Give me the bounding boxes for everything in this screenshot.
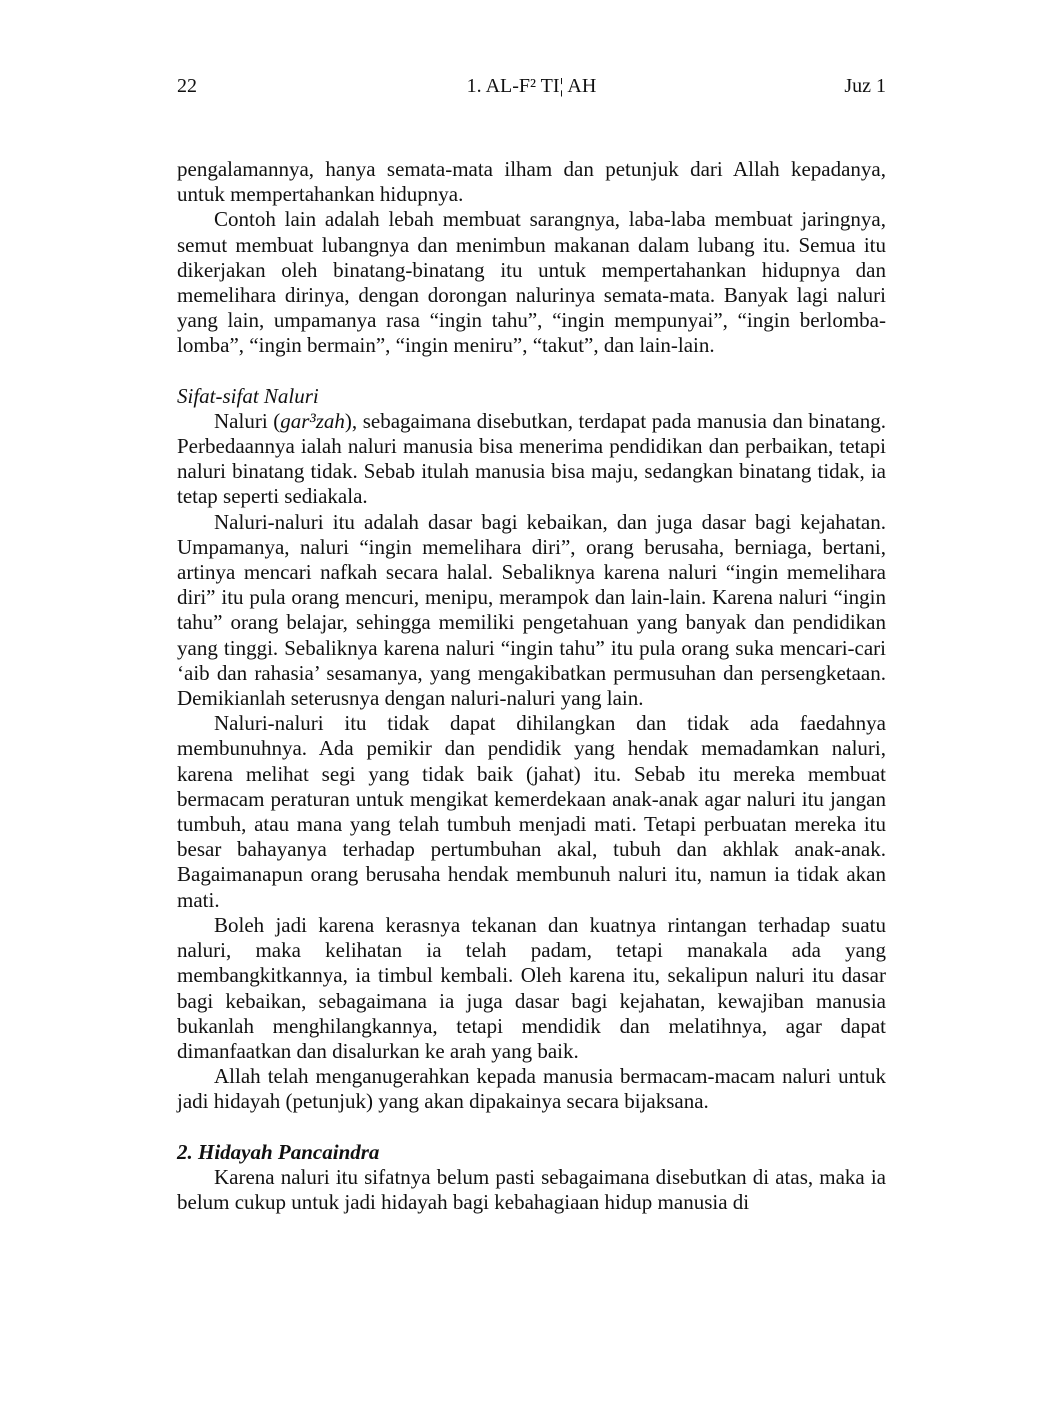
paragraph-3 (177, 409, 886, 510)
paragraph-3-rest: ), sebagaimana disebutkan, terdapat pada manusia dan binatang. Perbedaannya ialah naluri manusia bisa menerima pendidikan dan perbaikan, tetapi naluri binatang tidak. Sebab itulah manusia bisa maju, sedangkan binatang tidak, ia tetap seperti sediakala. (177, 408, 886, 509)
term-garizah: gar³zah (280, 408, 345, 433)
juz-label: Juz 1 (844, 75, 886, 97)
paragraph-1: pengalamannya, hanya semata-mata ilham dan petunjuk dari Allah kepadanya, untuk mempertahankan hidupnya. (177, 157, 886, 207)
paragraph-4: Naluri-naluri itu adalah dasar bagi kebaikan, dan juga dasar bagi kejahatan. Umpamanya, naluri “ingin memelihara diri”, orang berusaha, berniaga, bertani, artinya mencari nafkah secara halal. Sebaliknya karena naluri “ingin memelihara diri” itu pula orang mencuri, menipu, merampok dan lain-lain. Karena naluri “ingin tahu” orang belajar, sehingga memiliki pengetahuan yang banyak dan pendidikan yang tinggi. Sebaliknya karena naluri “ingin tahu” itu pula orang suka mencari-cari ‘aib dan rahasia’ sesamanya, yang mengakibatkan permusuhan dan persengketaan. Demikianlah seterusnya dengan naluri-naluri yang lain. (177, 509, 886, 711)
page-number: 22 (177, 75, 197, 97)
section-heading-sifat-sifat-naluri: Sifat-sifat Naluri (177, 383, 319, 408)
page-header (177, 72, 886, 100)
paragraph-2: Contoh lain adalah lebah membuat sarangnya, laba-laba membuat jaringnya, semut membuat lubangnya dan menimbun makanan dalam lubang itu. Semua itu dikerjakan oleh binatang-binatang itu untuk mempertahankan hidupnya dan memelihara dirinya, dengan dorongan nalurinya semata-mata. Banyak lagi naluri yang lain, umpamanya rasa “ingin tahu”, “ingin mempunyai”, “ingin berlomba-lomba”, “ingin bermain”, “ingin meniru”, “takut”, dan lain-lain. (177, 207, 886, 358)
section-heading-hidayah-pancaindra: 2. Hidayah Pancaindra (177, 1139, 380, 1164)
paragraph-7: Allah telah menganugerahkan kepada manusia bermacam-macam naluri untuk jadi hidayah (petunjuk) yang akan dipakainya secara bijaksana. (177, 1064, 886, 1114)
paragraph-6: Boleh jadi karena kerasnya tekanan dan kuatnya rintangan terhadap suatu naluri, maka kelihatan ia telah padam, tetapi manakala ada yang membangkitkannya, ia timbul kembali. Oleh karena itu, sekalipun naluri itu dasar bagi kebaikan, sebagaimana ia juga dasar bagi kejahatan, kewajiban manusia bukanlah menghilangkannya, tetapi mendidik dan melatihnya, agar dapat dimanfaatkan dan disalurkan ke arah yang baik. (177, 912, 886, 1063)
paragraph-3-start: Naluri ( (214, 408, 281, 433)
chapter-title: 1. AL-F² TI¦ AH (466, 75, 597, 97)
paragraph-8: Karena naluri itu sifatnya belum pasti sebagaimana disebutkan di atas, maka ia belum cukup untuk jadi hidayah bagi kebahagiaan hidup manusia di (177, 1164, 886, 1214)
body-text (177, 157, 886, 1215)
paragraph-5: Naluri-naluri itu tidak dapat dihilangkan dan tidak ada faedahnya membunuhnya. Ada pemikir dan pendidik yang hendak memadamkan naluri, karena melihat segi yang tidak baik (jahat) itu. Sebab itu mereka membuat bermacam peraturan untuk mengikat kemerdekaan anak-anak agar naluri itu jangan tumbuh, atau mana yang telah tumbuh menjadi mati. Tetapi perbuatan mereka itu besar bahayanya terhadap pertumbuhan akal, tubuh dan akhlak anak-anak. Bagaimanapun orang berusaha hendak membunuh naluri itu, namun ia tidak akan mati. (177, 711, 886, 912)
